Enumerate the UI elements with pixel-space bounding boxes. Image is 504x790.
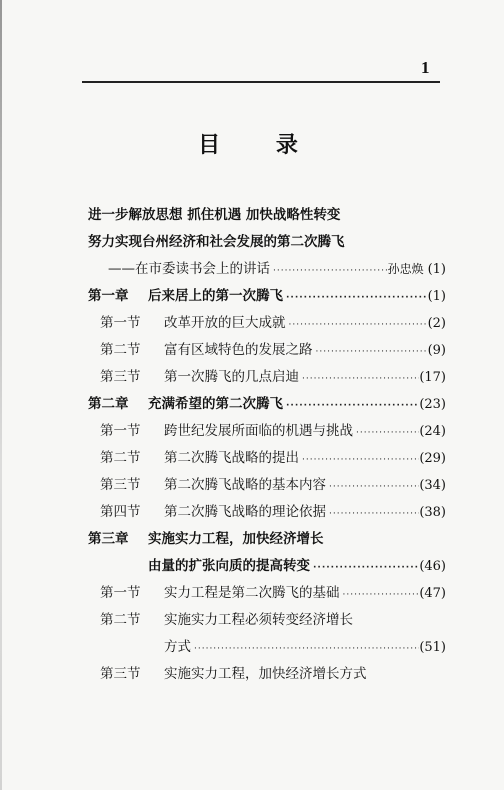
toc-entry[interactable] <box>100 447 446 469</box>
toc-entry-page: (1) <box>427 262 446 277</box>
toc-entry-page: (29) <box>419 451 446 466</box>
toc-entry[interactable] <box>100 474 446 496</box>
toc-entry-text: 第二次腾飞战略的理论依据 <box>164 504 326 520</box>
toc-entry-text: 实力工程是第二次腾飞的基础 <box>164 585 340 601</box>
toc-title: 目 录 <box>198 132 322 158</box>
toc-entry-page: (1) <box>427 289 446 304</box>
section-label: 第二节 <box>100 612 141 628</box>
toc-entry-page: (34) <box>419 478 446 493</box>
toc-entry-text: 由量的扩张向质的提高转变 <box>148 558 310 574</box>
section-label: 第二节 <box>100 342 141 358</box>
leader-dots <box>283 395 419 415</box>
toc-entry-text: 改革开放的巨大成就 <box>164 315 286 331</box>
toc-entry[interactable] <box>164 636 446 658</box>
toc-entry[interactable] <box>100 609 446 631</box>
page-number: 1 <box>421 58 430 77</box>
toc-entry-page: (46) <box>419 559 446 574</box>
toc-entry[interactable] <box>100 582 446 604</box>
leader-dots <box>270 260 388 280</box>
section-label: 第一节 <box>100 585 141 601</box>
toc-entry[interactable] <box>100 366 446 388</box>
toc-entry-page: (51) <box>419 640 446 655</box>
leader-dots <box>191 638 419 658</box>
section-label: 第三节 <box>100 369 141 385</box>
leader-dots <box>326 476 419 496</box>
leader-dots <box>340 584 420 604</box>
toc-entry-page: (17) <box>419 370 446 385</box>
toc-entry-text: 实施实力工程必须转变经济增长 <box>164 612 353 628</box>
toc-entry-text: 第一次腾飞的几点启迪 <box>164 369 299 385</box>
toc-entry-text: 第二次腾飞战略的基本内容 <box>164 477 326 493</box>
chapter-label: 第一章 <box>88 288 129 304</box>
toc-entry-text: 方式 <box>164 639 191 655</box>
toc-entry-page: (2) <box>427 316 446 331</box>
chapter-label: 第二章 <box>88 396 129 412</box>
toc-entry-text: 努力实现台州经济和社会发展的第二次腾飞 <box>88 234 345 250</box>
toc-entry[interactable] <box>88 528 446 550</box>
section-label: 第四节 <box>100 504 141 520</box>
leader-dots <box>313 341 428 361</box>
toc-entry-text: 第二次腾飞战略的提出 <box>164 450 299 466</box>
toc-entry[interactable] <box>108 258 446 280</box>
leader-dots <box>353 422 419 442</box>
toc-entry[interactable] <box>100 339 446 361</box>
toc-entry-page: (47) <box>419 586 446 601</box>
toc-entry-text: 实施实力工程，加快经济增长 <box>148 531 324 547</box>
toc-entry-text: 进一步解放思想 抓住机遇 加快战略性转变 <box>88 207 341 223</box>
section-label: 第三节 <box>100 477 141 493</box>
toc-entry-page: (9) <box>427 343 446 358</box>
toc-entry[interactable] <box>100 663 446 685</box>
toc-entry[interactable] <box>148 555 446 577</box>
section-label: 第一节 <box>100 423 141 439</box>
toc-entry-text: 跨世纪发展所面临的机遇与挑战 <box>164 423 353 439</box>
leader-dots <box>326 503 419 523</box>
toc-entry-page: (24) <box>419 424 446 439</box>
toc-entry-page: (38) <box>419 505 446 520</box>
toc-entry-text: 充满希望的第二次腾飞 <box>148 396 283 412</box>
chapter-label: 第三章 <box>88 531 129 547</box>
section-label: 第二节 <box>100 450 141 466</box>
leader-dots <box>283 287 428 307</box>
leader-dots <box>299 368 419 388</box>
toc-entry[interactable] <box>100 501 446 523</box>
toc-entry-text: 后来居上的第一次腾飞 <box>148 288 283 304</box>
toc-entry[interactable] <box>88 393 446 415</box>
toc-entry-text: 实施实力工程，加快经济增长方式 <box>164 666 367 682</box>
toc-entry-author: 孙忠焕 <box>387 262 424 276</box>
toc-entry[interactable] <box>88 204 428 226</box>
leader-dots <box>310 557 419 577</box>
leader-dots <box>299 449 419 469</box>
toc-entry[interactable] <box>100 420 446 442</box>
section-label: 第一节 <box>100 315 141 331</box>
section-label: 第三节 <box>100 666 141 682</box>
toc-entry[interactable] <box>100 312 446 334</box>
toc-entry[interactable] <box>88 285 446 307</box>
leader-dots <box>286 314 428 334</box>
toc-entry-page: (23) <box>419 397 446 412</box>
toc-entry[interactable] <box>88 231 428 253</box>
toc-entry-text: ——在市委读书会上的讲话 <box>108 261 270 277</box>
toc-entry-text: 富有区域特色的发展之路 <box>164 342 313 358</box>
